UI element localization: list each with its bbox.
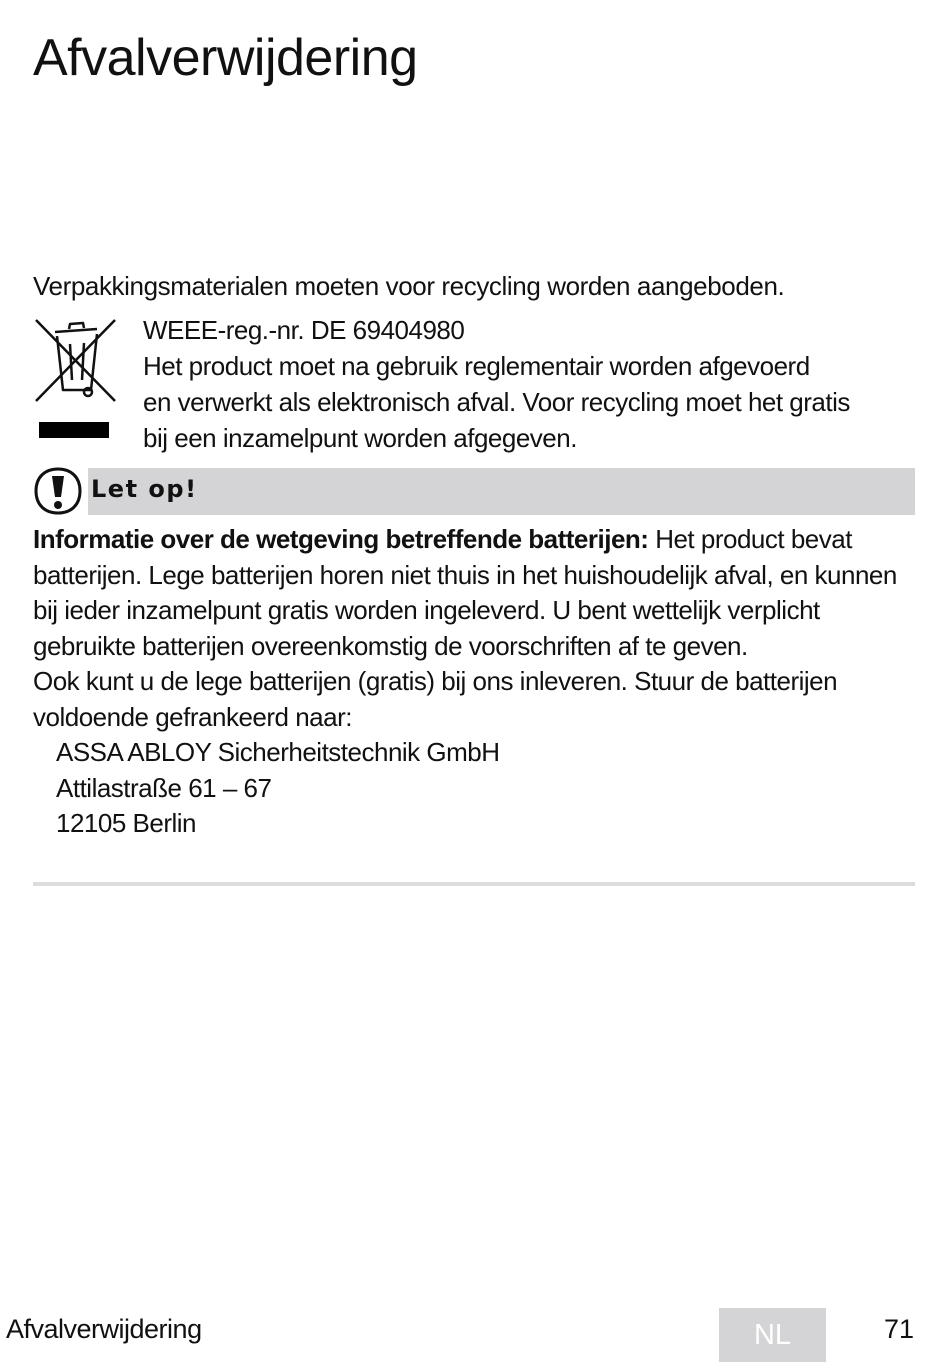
weee-line: en verwerkt als elektronisch afval. Voor recycling moet het gratis (143, 387, 850, 417)
caution-bar (33, 466, 915, 516)
weee-text (143, 312, 933, 456)
weee-line: Het product moet na gebruik reglementair worden afgevoerd (143, 351, 810, 381)
return-address (33, 735, 923, 842)
battery-info-body: Het product bevat batterijen. Lege batterijen horen niet thuis in het huishoudelijk afval, en kunnen bij ieder inzamelpunt gratis worden ingeleverd. U bent wettelijk verplicht gebruikte batterijen overeenkomstig de voorschriften af te geven. (33, 524, 897, 661)
page-number: 71 (884, 1314, 915, 1344)
battery-return-text: Ook kunt u de lege batterijen (gratis) bij ons inleveren. Stuur de batterijen voldoende gefrankeerd naar: (33, 666, 838, 732)
address-city: 12105 Berlin (56, 808, 196, 838)
caution-label-background (88, 468, 915, 515)
weee-notice (33, 312, 923, 457)
weee-line: bij een inzamelpunt worden afgegeven. (143, 423, 577, 453)
caution-label: Let op! (91, 475, 198, 503)
address-street: Attilastraße 61 – 67 (56, 772, 272, 803)
exclamation-icon (33, 466, 83, 516)
language-badge: NL (719, 1308, 826, 1362)
packaging-recycling-text: Verpakkingsmaterialen moeten voor recycling worden aangeboden. (33, 271, 785, 301)
battery-info (33, 522, 923, 842)
footer-section-title: Afvalverwijdering (6, 1314, 202, 1344)
section-divider (33, 882, 915, 886)
weee-reg-number: WEEE-reg.-nr. DE 69404980 (143, 315, 465, 345)
crossed-out-wheelie-bin-icon (33, 316, 119, 442)
battery-info-heading: Informatie over de wetgeving betreffende batterijen: (33, 524, 649, 554)
address-company: ASSA ABLOY Sicherheitstechnik GmbH (56, 737, 500, 767)
battery-info-paragraph (33, 522, 923, 664)
page-title: Afvalverwijdering (33, 29, 418, 87)
